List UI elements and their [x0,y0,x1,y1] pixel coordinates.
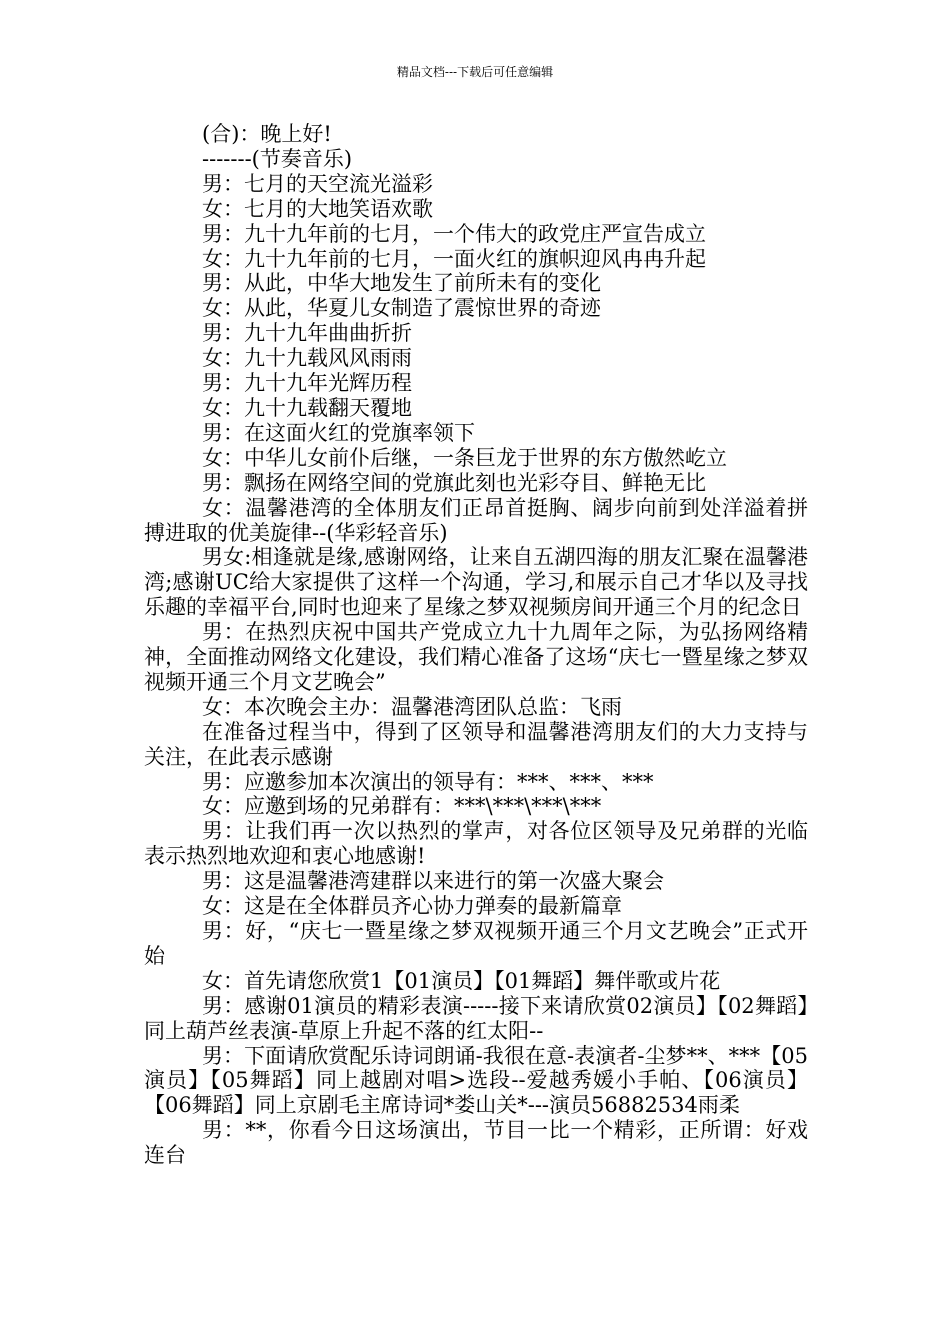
paragraph: 女：从此，华夏儿女制造了震惊世界的奇迹 [202,296,601,321]
paragraph: 女：中华儿女前仆后继，一条巨龙于世界的东方傲然屹立 [202,445,727,470]
paragraph: 男：**，你看今日这场演出，节目一比一个精彩，正所谓：好戏连台 [144,1118,808,1168]
paragraph: -------(节奏音乐) [202,146,353,171]
paragraph: 在准备过程当中，得到了区领导和温馨港湾朋友们的大力支持与关注，在此表示感谢 [144,719,808,769]
paragraph: 女：温馨港湾的全体朋友们正昂首挺胸、阔步向前到处洋溢着拼搏进取的优美旋律--(华彩轻音乐) [144,495,808,545]
paragraph: 男：九十九年光辉历程 [202,371,412,396]
paragraph: 女：这是在全体群员齐心协力弹奏的最新篇章 [202,894,622,919]
paragraph: 男：应邀参加本次演出的领导有：***、***、*** [202,769,654,794]
paragraph: 男：九十九年前的七月，一个伟大的政党庄严宣告成立 [202,221,706,246]
paragraph: 男：在热烈庆祝中国共产党成立九十九周年之际，为弘扬网络精神，全面推动网络文化建设，我们精心准备了这场“庆七一暨星缘之梦双视频开通三个月文艺晚会” [144,620,808,694]
paragraph: 女：九十九载风风雨雨 [202,346,412,371]
paragraph: 男：感谢01演员的精彩表演-----接下来请欣赏02演员】【02舞蹈】同上葫芦丝表演-草原上升起不落的红太阳-- [144,993,808,1043]
paragraph: 男：九十九年曲曲折折 [202,321,412,346]
paragraph: 男：七月的天空流光溢彩 [202,171,433,196]
page-header: 精品文档---下载后可任意编辑 [396,65,554,79]
document-body [144,122,808,1168]
paragraph: 女：九十九载翻天覆地 [202,395,412,420]
paragraph: 男：下面请欣赏配乐诗词朗诵-我很在意-表演者-尘梦**、***【05演员】【05舞蹈】同上越剧对唱>选段--爱越秀媛小手帕、【06演员】【06舞蹈】同上京剧毛主席诗词*娄山关*---演员56882534雨柔 [144,1043,808,1118]
paragraph: 女：本次晚会主办：温馨港湾团队总监：飞雨 [202,694,622,719]
paragraph: (合)：晚上好! [202,122,332,146]
paragraph: 男：让我们再一次以热烈的掌声，对各位区领导及兄弟群的光临表示热烈地欢迎和衷心地感谢! [144,819,808,869]
paragraph: 男：好，“庆七一暨星缘之梦双视频开通三个月文艺晚会”正式开始 [144,919,808,968]
paragraph: 男：这是温馨港湾建群以来进行的第一次盛大聚会 [202,869,664,894]
paragraph: 女：应邀到场的兄弟群有：***\***\***\*** [202,794,602,819]
paragraph: 女：七月的大地笑语欢歌 [202,196,433,221]
paragraph: 男女:相逢就是缘,感谢网络，让来自五湖四海的朋友汇聚在温馨港湾;感谢UC给大家提供了这样一个沟通，学习,和展示自己才华以及寻找乐趣的幸福平台,同时也迎来了星缘之梦双视频房间开通三个月的纪念日 [144,545,808,620]
paragraph: 男：在这面火红的党旗率领下 [202,420,475,445]
paragraph: 女：首先请您欣赏1【01演员】【01舞蹈】舞伴歌或片花 [202,968,721,993]
paragraph: 男：从此，中华大地发生了前所未有的变化 [202,271,601,296]
paragraph: 男：飘扬在网络空间的党旗此刻也光彩夺目、鲜艳无比 [202,470,706,495]
paragraph: 女：九十九年前的七月，一面火红的旗帜迎风冉冉升起 [202,246,706,271]
